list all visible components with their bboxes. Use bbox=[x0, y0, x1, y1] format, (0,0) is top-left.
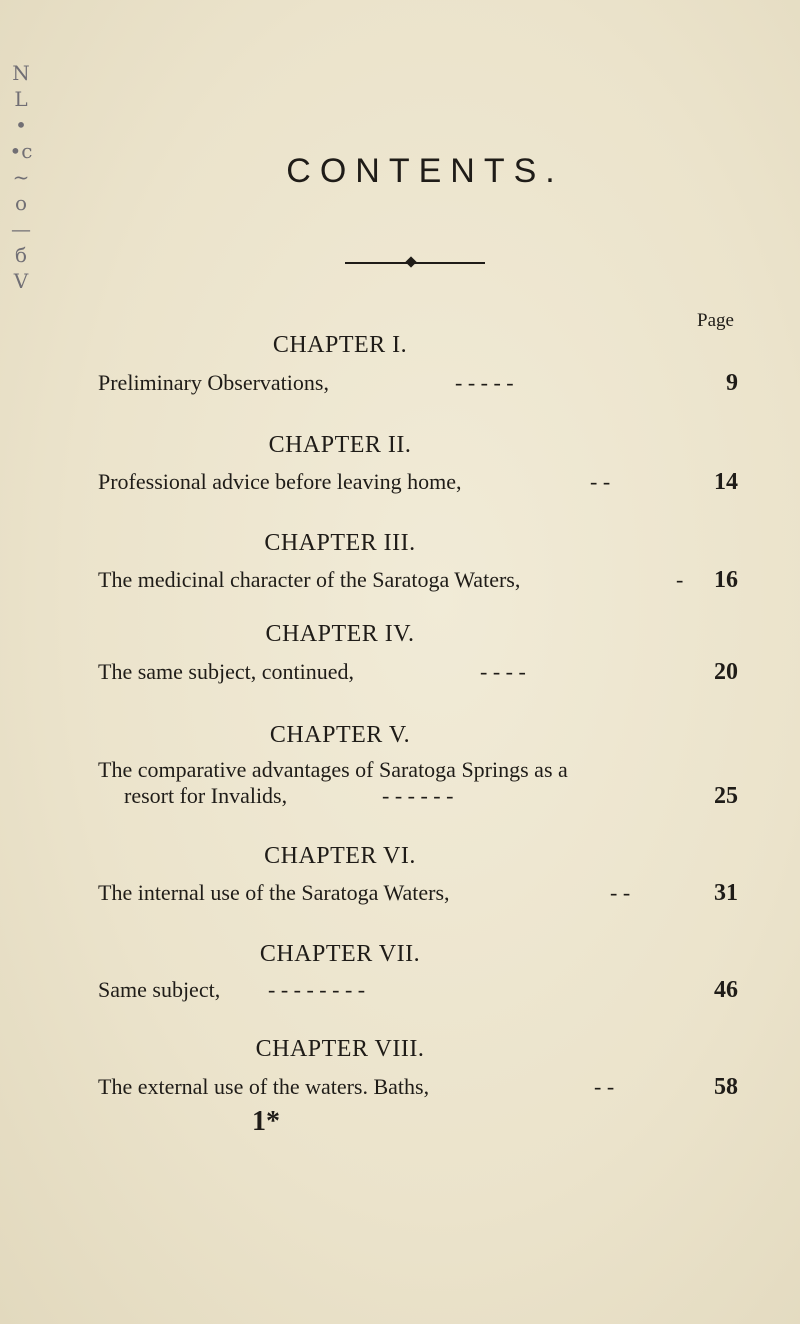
dot-leader: - - bbox=[590, 469, 611, 494]
chapter-heading: CHAPTER V. bbox=[269, 722, 411, 748]
chapter-heading: CHAPTER IV. bbox=[265, 621, 415, 647]
dot-leader: - - bbox=[594, 1074, 615, 1099]
entry-title: The comparative advantages of Saratoga Springs as a bbox=[98, 757, 568, 782]
entry-title-continued: resort for Invalids, bbox=[124, 783, 288, 808]
dot-leader: - - - - - bbox=[455, 370, 514, 395]
dot-leader: - - bbox=[610, 880, 631, 905]
chapter-heading: CHAPTER III. bbox=[264, 530, 416, 556]
toc-entry[interactable] bbox=[98, 757, 738, 809]
entry-title: The same subject, continued, bbox=[98, 659, 354, 684]
entry-title: The medicinal character of the Saratoga Waters, bbox=[98, 567, 521, 592]
page-column-label: Page bbox=[697, 310, 734, 331]
toc-entry[interactable] bbox=[98, 659, 738, 685]
page-number: 25 bbox=[714, 783, 738, 809]
margin-mark: L bbox=[14, 87, 28, 111]
entry-title: The external use of the waters. Baths, bbox=[98, 1074, 430, 1099]
page-number: 20 bbox=[714, 659, 738, 685]
title-rule-ornament bbox=[345, 262, 485, 264]
toc-entry[interactable] bbox=[98, 567, 738, 593]
page-number: 46 bbox=[714, 977, 738, 1003]
chapter-heading: CHAPTER VIII. bbox=[255, 1036, 425, 1062]
margin-mark: ~ bbox=[12, 165, 30, 189]
diamond-ornament-icon bbox=[405, 256, 416, 267]
toc-entry[interactable] bbox=[98, 977, 738, 1003]
margin-mark: o bbox=[14, 191, 28, 215]
margin-mark: •с bbox=[9, 139, 33, 163]
page-number: 16 bbox=[714, 567, 738, 593]
page-number: 31 bbox=[714, 880, 738, 906]
dot-leader: - - - - bbox=[480, 659, 526, 684]
chapter-heading: CHAPTER I. bbox=[272, 332, 408, 358]
entry-title: Preliminary Observations, bbox=[98, 370, 329, 395]
margin-handwriting bbox=[0, 60, 42, 460]
toc-entry[interactable] bbox=[98, 880, 738, 906]
entry-title: The internal use of the Saratoga Waters, bbox=[98, 880, 450, 905]
margin-mark: — bbox=[11, 217, 31, 241]
page-number: 58 bbox=[714, 1074, 738, 1100]
page-title: CONTENTS. bbox=[286, 152, 564, 190]
dot-leader: - bbox=[676, 567, 684, 592]
margin-mark: V bbox=[13, 269, 29, 293]
entry-title: Same subject, bbox=[98, 977, 221, 1002]
chapter-heading: CHAPTER II. bbox=[268, 432, 412, 458]
chapter-heading: CHAPTER VI. bbox=[264, 843, 416, 869]
chapter-heading: CHAPTER VII. bbox=[259, 941, 421, 967]
dot-leader: - - - - - - bbox=[382, 783, 454, 808]
margin-mark: б bbox=[14, 243, 28, 267]
signature-mark: 1* bbox=[252, 1106, 280, 1137]
entry-title: Professional advice before leaving home, bbox=[98, 469, 462, 494]
margin-mark: N bbox=[12, 61, 30, 85]
toc-entry[interactable] bbox=[98, 370, 738, 396]
dot-leader: - - - - - - - - bbox=[268, 977, 366, 1002]
toc-entry[interactable] bbox=[98, 1074, 738, 1100]
page-number: 14 bbox=[714, 469, 738, 495]
page-number: 9 bbox=[726, 370, 738, 396]
toc-entry[interactable] bbox=[98, 469, 738, 495]
margin-mark: • bbox=[15, 113, 27, 137]
